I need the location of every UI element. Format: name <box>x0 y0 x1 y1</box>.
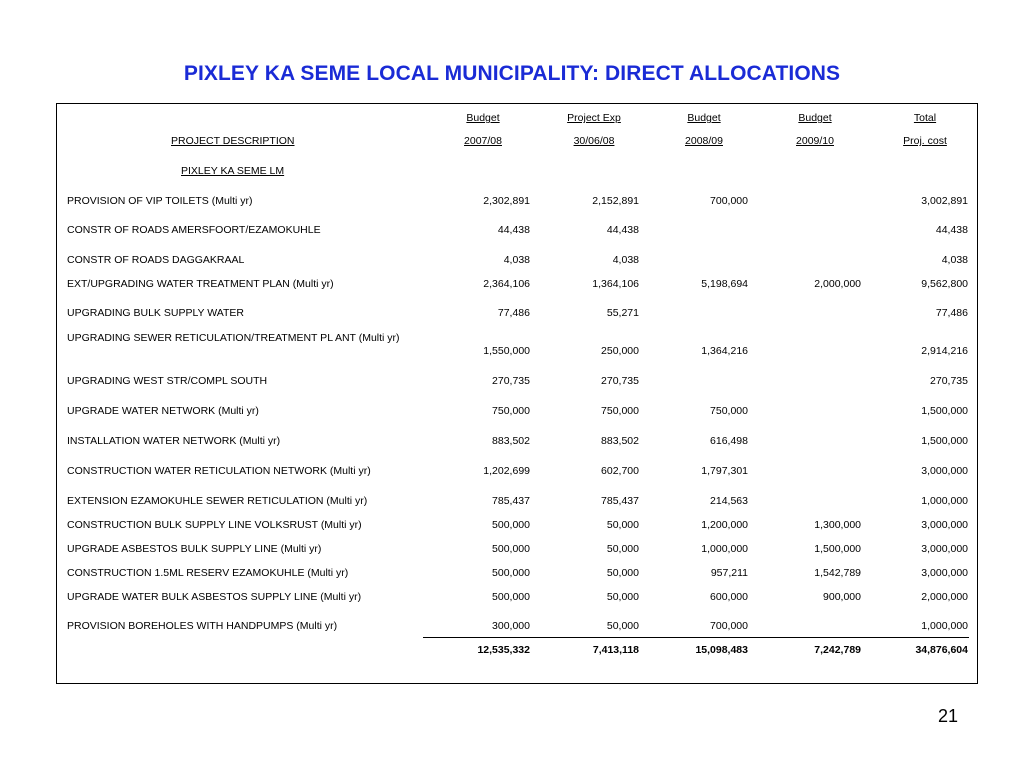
col-header-budget-0910: Budget <box>798 112 832 124</box>
row-total: 270,735 <box>930 375 968 387</box>
row-budget-0708: 500,000 <box>492 567 530 579</box>
row-total: 9,562,800 <box>921 278 968 290</box>
col-subheader-2009-10: 2009/10 <box>796 135 834 147</box>
totals-divider <box>423 637 969 638</box>
row-budget-0708: 2,364,106 <box>483 278 530 290</box>
row-total: 2,914,216 <box>921 345 968 357</box>
page-number: 21 <box>938 706 959 726</box>
row-project-exp: 785,437 <box>601 495 639 507</box>
row-budget-0809: 1,000,000 <box>701 543 748 555</box>
row-description: UPGRADE WATER BULK ASBESTOS SUPPLY LINE (Multi yr) <box>67 591 362 603</box>
row-budget-0708: 500,000 <box>492 543 530 555</box>
row-project-exp: 250,000 <box>601 345 639 357</box>
row-total: 77,486 <box>935 307 968 319</box>
row-total: 3,000,000 <box>921 465 968 477</box>
allocations-table <box>56 103 978 684</box>
row-budget-0910: 900,000 <box>823 591 861 603</box>
row-project-exp: 50,000 <box>606 620 639 632</box>
row-description: PROVISION BOREHOLES WITH HANDPUMPS (Multi yr) <box>67 620 338 632</box>
row-description: CONSTRUCTION BULK SUPPLY LINE VOLKSRUST (Multi yr) <box>67 519 362 531</box>
row-budget-0809: 1,364,216 <box>701 345 748 357</box>
row-budget-0708: 785,437 <box>492 495 530 507</box>
row-budget-0910: 2,000,000 <box>814 278 861 290</box>
col-header-project-exp: Project Exp <box>567 112 621 124</box>
row-project-exp: 1,364,106 <box>592 278 639 290</box>
row-total: 2,000,000 <box>921 591 968 603</box>
row-budget-0809: 5,198,694 <box>701 278 748 290</box>
row-total: 3,000,000 <box>921 543 968 555</box>
row-budget-0708: 4,038 <box>503 254 530 266</box>
col-header-budget-0708: Budget <box>466 112 500 124</box>
row-budget-0708: 883,502 <box>492 435 530 447</box>
row-budget-0708: 2,302,891 <box>483 195 530 207</box>
row-project-exp: 44,438 <box>606 224 639 236</box>
row-budget-0809: 600,000 <box>710 591 748 603</box>
row-total: 1,500,000 <box>921 435 968 447</box>
row-total: 3,000,000 <box>921 567 968 579</box>
row-budget-0910: 1,542,789 <box>814 567 861 579</box>
row-total: 3,000,000 <box>921 519 968 531</box>
slide-title: PIXLEY KA SEME LOCAL MUNICIPALITY: DIRECT ALLOCATIONS <box>183 62 841 85</box>
col-subheader-2008-09: 2008/09 <box>685 135 723 147</box>
row-project-exp: 50,000 <box>606 543 639 555</box>
row-description: UPGRADING WEST STR/COMPL SOUTH <box>67 375 268 387</box>
row-budget-0708: 500,000 <box>492 519 530 531</box>
row-description: EXT/UPGRADING WATER TREATMENT PLAN (Multi yr) <box>67 278 334 290</box>
row-budget-0708: 750,000 <box>492 405 530 417</box>
row-budget-0809: 1,200,000 <box>701 519 748 531</box>
row-budget-0809: 750,000 <box>710 405 748 417</box>
row-description: UPGRADE WATER NETWORK (Multi yr) <box>67 405 259 417</box>
row-description: PROVISION OF VIP TOILETS (Multi yr) <box>67 195 253 207</box>
row-description: CONSTRUCTION 1.5ML RESERV EZAMOKUHLE (Multi yr) <box>67 567 349 579</box>
row-budget-0910: 1,300,000 <box>814 519 861 531</box>
row-budget-0809: 700,000 <box>710 195 748 207</box>
row-description: UPGRADING SEWER RETICULATION/TREATMENT PL ANT (Multi yr) <box>67 332 400 344</box>
row-description: UPGRADE ASBESTOS BULK SUPPLY LINE (Multi yr) <box>67 543 322 555</box>
row-project-exp: 2,152,891 <box>592 195 639 207</box>
row-budget-0708: 1,202,699 <box>483 465 530 477</box>
total-proj-cost: 34,876,604 <box>915 644 968 656</box>
row-project-exp: 4,038 <box>612 254 639 266</box>
row-budget-0809: 214,563 <box>710 495 748 507</box>
col-header-description: PROJECT DESCRIPTION <box>171 135 295 147</box>
row-total: 44,438 <box>935 224 968 236</box>
row-project-exp: 883,502 <box>601 435 639 447</box>
row-description: CONSTRUCTION WATER RETICULATION NETWORK (Multi yr) <box>67 465 371 477</box>
row-project-exp: 50,000 <box>606 519 639 531</box>
row-total: 1,500,000 <box>921 405 968 417</box>
total-project-exp: 7,413,118 <box>592 644 639 656</box>
row-total: 1,000,000 <box>921 620 968 632</box>
row-project-exp: 50,000 <box>606 567 639 579</box>
row-budget-0809: 957,211 <box>710 567 748 579</box>
col-subheader-30-06-08: 30/06/08 <box>573 135 615 147</box>
col-header-total: Total <box>913 112 937 124</box>
row-budget-0708: 44,438 <box>497 224 530 236</box>
row-project-exp: 270,735 <box>601 375 639 387</box>
row-total: 3,002,891 <box>921 195 968 207</box>
row-project-exp: 602,700 <box>601 465 639 477</box>
row-budget-0910: 1,500,000 <box>814 543 861 555</box>
row-total: 1,000,000 <box>921 495 968 507</box>
row-budget-0809: 1,797,301 <box>701 465 748 477</box>
row-budget-0708: 300,000 <box>492 620 530 632</box>
row-description: CONSTR OF ROADS AMERSFOORT/EZAMOKUHLE <box>67 224 321 236</box>
row-description: INSTALLATION WATER NETWORK (Multi yr) <box>67 435 281 447</box>
row-total: 4,038 <box>941 254 968 266</box>
col-subheader-2007-08: 2007/08 <box>464 135 502 147</box>
row-budget-0708: 270,735 <box>492 375 530 387</box>
row-project-exp: 750,000 <box>601 405 639 417</box>
row-description: EXTENSION EZAMOKUHLE SEWER RETICULATION (Multi yr) <box>67 495 368 507</box>
col-subheader-proj-cost: Proj. cost <box>903 135 947 147</box>
total-budget-0910: 7,242,789 <box>814 644 861 656</box>
col-header-budget-0809: Budget <box>687 112 721 124</box>
total-budget-0809: 15,098,483 <box>695 644 748 656</box>
row-budget-0708: 500,000 <box>492 591 530 603</box>
row-description: CONSTR OF ROADS DAGGAKRAAL <box>67 254 245 266</box>
row-budget-0809: 700,000 <box>710 620 748 632</box>
row-project-exp: 50,000 <box>606 591 639 603</box>
total-budget-0708: 12,535,332 <box>477 644 530 656</box>
row-description: UPGRADING BULK SUPPLY WATER <box>67 307 244 319</box>
row-budget-0708: 77,486 <box>497 307 530 319</box>
section-label: PIXLEY KA SEME LM <box>181 165 285 177</box>
row-budget-0809: 616,498 <box>710 435 748 447</box>
row-budget-0708: 1,550,000 <box>483 345 530 357</box>
row-project-exp: 55,271 <box>606 307 639 319</box>
